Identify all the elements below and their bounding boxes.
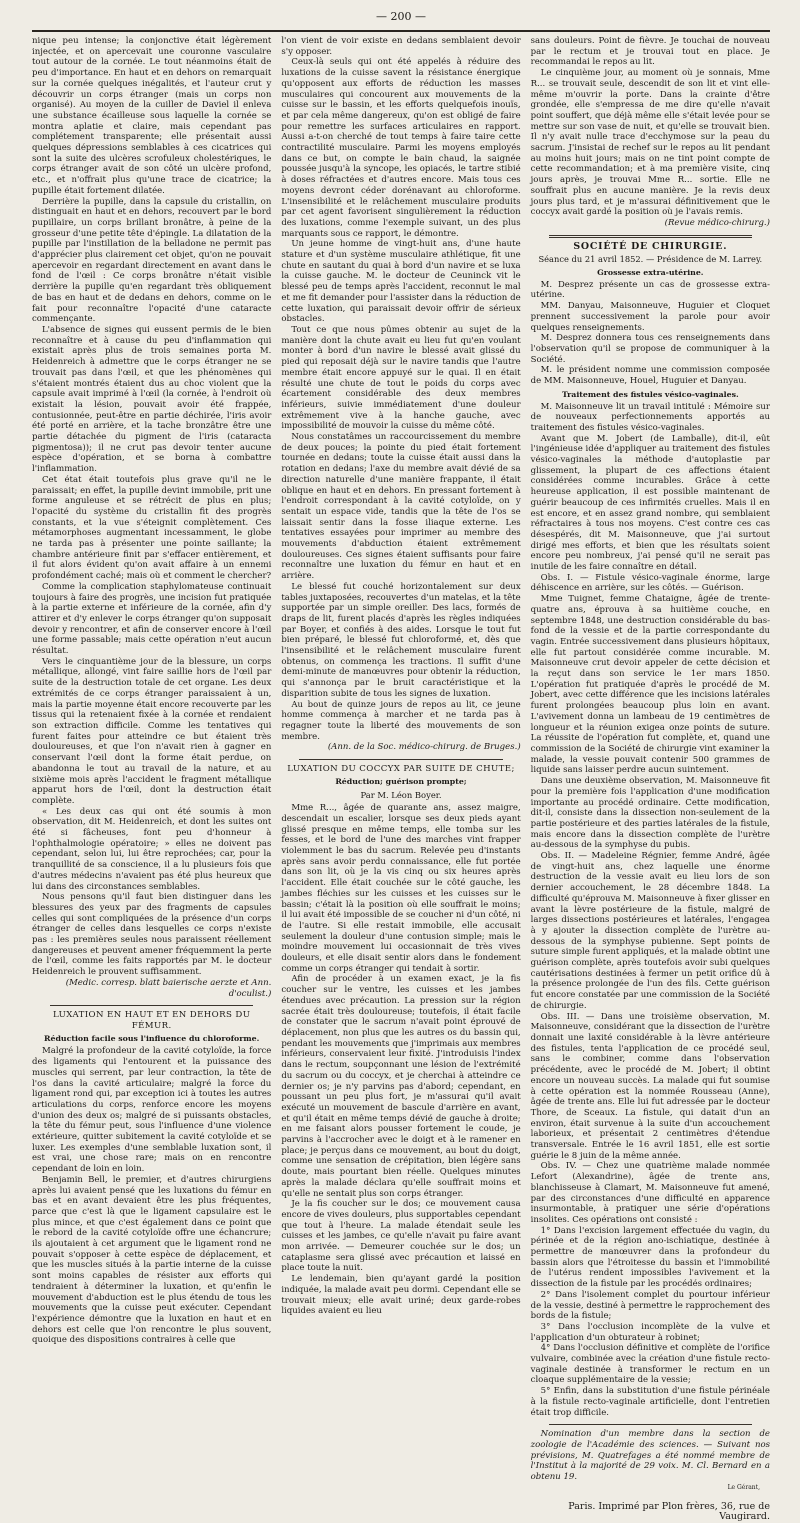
- paragraph: 4° Dans l'occlusion définitive et complète de l'orifice vulvaire, combinée avec la création d'une fistule recto-vaginale destinée à transformer le rectum en un cloaque supplémentaire de la vessie;: [530, 1343, 770, 1386]
- topic-heading: Grossesse extra-utérine.: [597, 268, 704, 278]
- paragraph: Un jeune homme de vingt-huit ans, d'une haute stature et d'un système musculaire athlétique, fit une chute en sautant du quai à bord d'un navire et se luxa la cuisse gauche. M. le docteur de Ceuninck vit le blessé peu de temps après l'accident, reconnut le mal et me fit demander pour l'assister dans la réduction de cette luxation, qui paraissait devoir offrir de sérieux obstacles.: [281, 239, 521, 325]
- manager-label: Le Gérant,: [727, 1483, 760, 1491]
- paragraph: Le blessé fut couché horizontalement sur deux tables juxtaposées, recouvertes d'un matelas, et la tête supportée par un simple oreiller. Des lacs, formés de draps de lit, furent placés d'après les règles indiquées par Boyer, et confiés à des aides. Lorsque le tout fut bien préparé, le blessé fut chloroformé, et, dès que l'insensibilité et le relâchement musculaire furent obtenus, on commença les tractions. Il suffit d'une demi-minute de manœuvres pour obtenir la réduction, qui s'annonça par le bruit caractéristique et la disparition subite de tous les signes de luxation.: [281, 581, 521, 699]
- paragraph: Nomination d'un membre dans la section de zoologie de l'Académie des sciences. — Suivant nos prévisions, M. Quatrefages a été nommé membre de l'Institut à la majorité de 29 voix. M. Cl. Bernard en a obtenu 19.: [530, 1429, 770, 1483]
- article-title: LUXATION DU COCCYX PAR SUITE DE CHUTE;: [287, 764, 515, 775]
- paragraph: M. Desprez donnera tous ces renseignements dans l'observation qu'il se propose de communiquer à la Société.: [530, 333, 770, 365]
- paragraph: Vers le cinquantième jour de la blessure, un corps métallique, allongé, vint faire saillie hors de l'œil par suite de la destruction totale de cet organe. Les deux extrémités de ce corps étranger paraissaient à un, mais la partie moyenne était encore recouverte par les tissus qui la retenaient fixée à la cornée et rendaient son extraction difficile. Comme les tentatives qui furent faites pour atteindre ce but étaient très douloureuses, et que l'on n'avait rien à gagner en conservant l'œil dont la forme était perdue, on abandonna le tout au travail de la nature, et au sixième mois après l'accident le fragment métallique apparut hors de l'œil, dont la destruction était complète.: [32, 656, 272, 806]
- paragraph: Le lendemain, bien qu'ayant gardé la position indiquée, la malade avait peu dormi. Cependant elle se trouvait mieux; elle avait uriné; deux garde-robes liquides avaient eu lieu: [281, 1274, 521, 1317]
- source-citation: (Revue médico-chirurg.): [664, 217, 770, 228]
- source-citation: (Ann. de la Soc. médico-chirurg. de Bruges.): [327, 742, 521, 753]
- source-citation: (Medic. corresp. blatt baierische aerzte et Ann. d'oculist.): [65, 977, 272, 999]
- article-subtitle: Réduction; guérison prompte;: [335, 776, 467, 786]
- paragraph: M. le président nomme une commission composée de MM. Maisonneuve, Houel, Huguier et Danyau.: [530, 365, 770, 387]
- paragraph: Tout ce que nous pûmes obtenir au sujet de la manière dont la chute avait eu lieu fut qu'en voulant monter à bord d'un navire le blessé avait glissé du pied qui reposait déjà sur le navire tandis que l'autre membre était encore appuyé sur le quai. Il en était résulté une chute de tout le poids du corps avec écartement considérable des deux membres inférieurs, suivie immédiatement d'une douleur extrêmement vive à la hanche gauche, avec impossibilité de mouvoir la cuisse du même côté.: [281, 324, 521, 432]
- paragraph: Nous constatâmes un raccourcissement du membre de deux pouces; la pointe du pied était fortement tournée en dedans; toute la cuisse était aussi dans la rotation en dedans; l'axe du membre avait dévié de sa direction naturelle d'une manière frappante, il était oblique en haut et en dehors. En pressant fortement à l'endroit correspondant à la cavité cotyloïde, on y sentait un espace vide, tandis que la tête de l'os se laissait sentir dans la fosse iliaque externe. Les tentatives essayées pour imprimer au membre des mouvements d'abduction étaient extrêmement douloureuses. Ces signes étaient suffisants pour faire reconnaître une luxation du fémur en haut et en arrière.: [281, 432, 521, 582]
- top-rule: [32, 30, 770, 32]
- page-number: — 200 —: [376, 10, 426, 23]
- paragraph: Derrière la pupille, dans la capsule du cristallin, on distinguait en haut et en dehors, recouvert par le bord pupillaire, un corps brillant bronâtre, à peine de la grosseur d'une petite tête d'épingle. La dilatation de la pupille par l'instillation de la belladone ne permit pas d'apprécier plus clairement cet objet, qu'on ne pouvait apercevoir en regardant directement en avant dans le fond de l'œil : Ce corps bronâtre n'était visible derrière la pupille qu'en regardant très obliquement de bas en haut et de dedans en dehors, comme on le fait pour reconnaître l'opacité d'une cataracte commençante.: [32, 196, 272, 325]
- column-2: [281, 36, 520, 1523]
- society-heading: SOCIÉTÉ DE CHIRURGIE.: [573, 240, 728, 252]
- section-divider: [299, 759, 502, 760]
- paragraph: Le cinquième jour, au moment où je sonnais, Mme R... se trouvait seule, descendit de son lit et vint elle-même m'ouvrir la porte. Dans la crainte d'être grondée, elle s'empressa de me dire qu'elle n'avait point souffert, que déjà même elle s'était levée pour se mettre sur son vase de nuit, et qu'elle se trouvait bien. Il n'y avait nulle trace d'ecchymose sur la peau du sacrum. J'insistai de rechef sur le repos au lit pendant au moins huit jours; mais on ne tint point compte de cette recommandation; et à ma première visite, cinq jours après, je trouvai Mme R... sortie. Elle ne souffrait plus en aucune manière. Je la revis deux jours plus tard, et je m'assurai définitivement que le coccyx avait gardé la position où je l'avais remis.: [530, 68, 770, 218]
- paragraph: Cet état était toutefois plus grave qu'il ne le paraissait; en effet, la pupille devint immobile, prit une forme anguleuse et se rétrécit de plus en plus; l'opacité du système du cristallin fit des progrès constants, et la vue s'éteignit complètement. Ces métamorphoses augmentant incessamment, le globe ne tarda pas à présenter une pointe saillante; la chambre antérieure finit par s'effacer entièrement, et il fut alors évident qu'on avait affaire à un ennemi profondément caché; mais où et comment le chercher?: [32, 474, 272, 582]
- paragraph: « Les deux cas qui ont été soumis à mon observation, dit M. Heidenreich, et dont les suites ont été si fâcheuses, font peu d'honneur à l'ophthalmologie opératoire; » elles ne doivent pas cependant, selon lui, lui être reprochées; car, pour la tranquillité de sa conscience, il a lu plusieurs fois que d'autres médecins n'avaient pas été plus heureux que lui dans des circonstances semblables.: [32, 806, 272, 892]
- paragraph: Dans une deuxième observation, M. Maisonneuve fit pour la première fois l'application d'une modification importante au procédé ordinaire. Cette modification, dit-il, consiste dans la dissection non-seulement de la partie postérieure et des parties latérales de la fistule, mais encore dans la dissection complète de l'urètre au-dessous de la symphyse du pubis.: [530, 776, 770, 851]
- paragraph: MM. Danyau, Maisonneuve, Huguier et Cloquet prennent successivement la parole pour avoir quelques renseignements.: [530, 301, 770, 333]
- paragraph: 3° Dans l'occlusion incomplète de la vulve et l'application d'un obturateur à robinet;: [530, 1321, 770, 1343]
- paragraph: Avant que M. Jobert (de Lamballe), dit-il, eût l'ingénieuse idée d'appliquer au traitement des fistules vésico-vaginales la méthode d'autoplastie par glissement, la plupart de ces affections étaient considérées comme incurables. Grâce à cette heureuse application, il est possible maintenant de guérir beaucoup de ces infirmités cruelles. Mais il en est encore, et en assez grand nombre, qui semblaient réfractaires à tous nos moyens. C'est contre ces cas désespérés, dit M. Maisonneuve, que j'ai surtout dirigé mes efforts, et bien que les résultats soient encore peu nombreux, j'ai pensé qu'il ne serait pas inutile de les faire connaître en détail.: [530, 433, 770, 573]
- paragraph: L'absence de signes qui eussent permis de le bien reconnaître et à cause du peu d'inflammation qui existait après plus de trois semaines porta M. Heidenreich à admettre que le corps étranger ne se trouvait pas dans l'œil, et que les phénomènes qui s'étaient montrés étaient dus au choc violent que la capsule avait imprimé à l'œil (la cornée, à l'endroit où existait la lésion, pouvait avoir été frappée, contusionnée, peut-être en partie déchirée, l'iris avoir été porté en arrière, et la tache bronzâtre être une partie détachée du pigment de l'iris (cataracta pigmentosa)); il ne crut pas devoir tenter aucune espèce d'opération, et se borna à combattre l'inflammation.: [32, 324, 272, 475]
- topic-heading: Traitement des fistules vésico-vaginales.: [561, 389, 739, 399]
- paragraph: Mme Tuignet, femme Chataigne, âgée de trente-quatre ans, éprouva à sa huitième couche, en septembre 1848, une destruction considérable du bas-fond de la vessie et de la partie correspondante du vagin. Entrée successivement dans plusieurs hôpitaux, elle fut partout considérée comme incurable. M. Maisonneuve crut devoir appeler de cette décision et la reçut dans son service le 1er mars 1850. L'opération fut pratiquée d'après le procédé de M. Jobert, avec cette différence que les incisions latérales furent prolongées beaucoup plus loin en avant. L'avivement donna un lambeau de 19 centimètres de longueur et la réunion exigea onze points de suture. La réussite de l'opération fut complète, et, quand une commission de la Société de chirurgie vint examiner la malade, la vessie pouvait contenir 500 grammes de liquide sans laisser perdre aucun suintement.: [530, 594, 770, 776]
- paragraph: sans douleurs. Point de fièvre. Je touchai de nouveau par le rectum et je trouvai tout en place. Je recommandai le repos au lit.: [530, 36, 770, 68]
- section-divider: [50, 1005, 253, 1006]
- paragraph: M. Maisonneuve lit un travail intitulé : Mémoire sur de nouveaux perfectionnements apportés au traitement des fistules vésico-vaginales.: [530, 401, 770, 433]
- paragraph: 2° Dans l'isolement complet du pourtour inférieur de la vessie, destiné à permettre le rapprochement des bords de la fistule;: [530, 1289, 770, 1322]
- paragraph: Afin de procéder à un examen exact, je la fis coucher sur le ventre, les cuisses et les jambes étendues avec précaution. La pression sur la région sacrée était très douloureuse; toutefois, il était facile de constater que le sacrum n'avait point éprouvé de déplacement, non plus que les autres os du bassin qui, pendant les mouvements que j'imprimais aux membres inférieurs, conservaient leur fixité. J'introduisis l'index dans le rectum, soupçonnant une lésion de l'extrémité du sacrum ou du coccyx, et je cherchai à atteindre ce dernier os; je n'y parvins pas d'abord; cependant, en poussant un peu plus fort, je m'assurai qu'il avait exécuté un mouvement de bascule d'arrière en avant, et qu'il était en même temps dévié de gauche à droite; en me faisant alors pousser fortement le coude, je parvins à l'accrocher avec le doigt et à le ramener en place; je perçus dans ce mouvement, au bout du doigt, comme une sensation de crépitation, bien légère sans doute, mais pourtant bien réelle. Quelques minutes après la malade déclara qu'elle souffrait moins et qu'elle ne sentait plus son corps étranger.: [281, 974, 521, 1199]
- section-divider: [549, 235, 752, 238]
- paragraph: Obs. II. — Madeleine Régnier, femme André, âgée de vingt-huit ans, chez laquelle une énorme destruction de la vessie avait eu lieu lors de son dernier accouchement, le 28 décembre 1848. La difficulté qu'éprouva M. Maisonneuve à fixer glisser en avant la lèvre postérieure de la fistule, malgré de larges dissections postérieures et latérales, l'engagea à y ajouter la dissection complète de l'urètre au-dessous de la symphyse pubienne. Sept points de suture simple furent appliqués, et la malade obtint une guérison complète, après toutefois avoir subi quelques cautérisations destinées à fermer un petit orifice dû à la présence prolongée de l'un des fils. Cette guérison fut encore constatée par une commission de la Société de chirurgie.: [530, 851, 770, 1011]
- paragraph: Mme R..., âgée de quarante ans, assez maigre, descendait un escalier, lorsque ses deux pieds ayant glissé presque en même temps, elle tomba sur les fesses, et le bord de l'une des marches vint frapper violemment le bas du sacrum. Relevée peu d'instants après sans avoir perdu connaissance, elle fut portée dans son lit, où je la vis cinq ou six heures après l'accident. Elle était couchée sur le côté gauche, les jambes fléchies sur les cuisses et les cuisses sur le bassin; c'était là la position où elle souffrait le moins; il lui avait été impossible de se coucher ni d'un côté, ni de l'autre. Si elle restait immobile, elle accusait seulement la douleur d'une contusion simple; mais le moindre mouvement lui occasionnait de très vives douleurs, et elle disait sentir alors dans le fondement comme un corps étranger qui tendait à sortir.: [281, 803, 521, 974]
- paragraph: l'on vient de voir existe en dedans semblaient devoir s'y opposer.: [281, 36, 521, 57]
- paragraph: Obs. IV. — Chez une quatrième malade nommée Lefort (Alexandrine), âgée de trente ans, blanchisseuse à Clamart, M. Maisonneuve fut amené, par des circonstances d'une difficulté en apparence insurmontable, à pratiquer une série d'opérations insolites. Ces opérations ont consisté :: [530, 1161, 770, 1225]
- paragraph: Comme la complication staphylomateuse continuait toujours à faire des progrès, une incision fut pratiquée à la partie externe et inférieure de la cornée, afin d'y attirer et d'y enlever le corps étranger qu'on supposait devoir y rencontrer, et afin de conserver encore à l'œil une forme passable; mais cette opération n'eut aucun résultat.: [32, 581, 272, 657]
- column-3: [531, 36, 770, 1523]
- session-line: Séance du 21 avril 1852. — Présidence de M. Larrey.: [538, 254, 763, 265]
- paragraph: Ceux-là seuls qui ont été appelés à réduire des luxations de la cuisse savent la résistance énergique qu'opposent aux efforts de réduction les masses musculaires qui concourent aux mouvements de la cuisse sur le bassin, et les efforts quelquefois inouïs, et par cela même dangereux, qu'on est obligé de faire pour remettre les surfaces articulaires en rapport. Aussi a-t-on cherché de tout temps à faire taire cette contractilité musculaire. Parmi les moyens employés dans ce but, on compte le bain chaud, la saignée poussée jusqu'à la syncope, les opiacés, le tartre stibié à doses réfractées et d'autres encore. Mais tous ces moyens devront céder dorénavant au chloroforme. L'insensibilité et le relâchement musculaire produits par cet agent favorisent singulièrement la réduction des luxations, comme l'exemple suivant, un des plus marquants sous ce rapport, le démontre.: [281, 57, 521, 239]
- paragraph: Obs. III. — Dans une troisième observation, M. Maisonneuve, considérant que la dissection de l'urètre donnait une laxité considérable à la lèvre antérieure des fistules, tenta l'application de ce procédé seul, sans le combiner, comme dans l'observation précédente, avec le procédé de M. Jobert; il obtint encore un nouveau succès. La malade qui fut soumise à cette opération est la nommée Rousseau (Anne), âgée de trente ans. Elle lui fut adressée par le docteur Thore, de Sceaux. La fistule, qui datait d'un an environ, était survenue à la suite d'un accouchement laborieux, et présentait 2 centimètres d'étendue transversale. Entrée le 16 avril 1851, elle est sortie guérie le 8 juin de la même année.: [530, 1011, 770, 1161]
- columns: [32, 36, 770, 1523]
- paragraph: Au bout de quinze jours de repos au lit, ce jeune homme commença à marcher et ne tarda pas à regagner toute la liberté des mouvements de son membre.: [281, 699, 521, 742]
- section-divider: [549, 1424, 752, 1425]
- paragraph: Je la fis coucher sur le dos; ce mouvement causa encore de vives douleurs, plus supportables cependant que tout à l'heure. La malade étendait seule les cuisses et les jambes, ce qu'elle n'avait pu faire avant mon arrivée. — Demeurer couchée sur le dos; un cataplasme sera glissé avec précaution et laissé en place toute la nuit.: [281, 1199, 521, 1274]
- paragraph: 1° Dans l'excision largement effectuée du vagin, du périnée et de la région ano-ischiatique, destinée à permettre de manœuvrer dans la profondeur du bassin alors que l'étroitesse du bassin et l'immobilité de l'utérus rendent impossibles l'avivement et la dissection de la fistule par les procédés ordinaires;: [530, 1225, 770, 1290]
- printer-imprint: Paris. Imprimé par Plon frères, 36, rue de Vaugirard.: [568, 1500, 770, 1523]
- paragraph: Obs. I. — Fistule vésico-vaginale énorme, large déhiscence en arrière, sur les côtés. — Guérison.: [530, 572, 770, 594]
- article-subtitle: Réduction facile sous l'influence du chloroforme.: [44, 1033, 260, 1043]
- paragraph: Nous pensons qu'il faut bien distinguer dans les blessures des yeux par des fragments de capsules celles qui sont compliquées de la présence d'un corps étranger de celles dans lesquelles ce corps n'existe pas : les premières seules nous paraissent réellement dangereuses et peuvent amener fréquemment la perte de l'œil, comme les faits rapportés par M. le docteur Heidenreich le prouvent suffisamment.: [32, 892, 272, 978]
- paragraph: Malgré la profondeur de la cavité cotyloïde, la force des ligaments qui l'entourent et la puissance des muscles qui serrent, par leur contraction, la tête de l'os dans la cavité articulaire; malgré la force du ligament rond qui, par exception ici à toutes les autres articulations du corps, renforce encore les moyens d'union des deux os; malgré de si puissants obstacles, la tête du fémur peut, sous l'influence d'une violence extérieure, quitter subitement la cavité cotyloïde et se luxer. Les exemples d'une semblable luxation sont, il est vrai, une chose rare; mais on en rencontre cependant de loin en loin.: [32, 1046, 272, 1175]
- paragraph: nique peu intense; la conjonctive était légèrement injectée, et on apercevait une couronne vasculaire tout autour de la cornée. Le tout néanmoins était de peu d'importance. En haut et en dehors on remarquait sur la cornée quelques inégalités, et l'auteur crut y découvrir un corps étranger (mais un corps non organisé). Au moyen de la cuiller de Daviel il enleva une substance écailleuse sous laquelle la cornée se montra aplatie et claire, mais cependant pas complétement transparente; elle présentait aussi quelques dépressions semblables à ces cicatrices qui sont la suite des ulcères scrofuleux cholestériques, le corps étranger avait de son côté un ulcère profond, etc., et n'offrait plus qu'une trace de cicatrice; la pupille était fortement dilatée.: [32, 36, 272, 196]
- article-title: LUXATION EN HAUT ET EN DEHORS DU FÉMUR.: [52, 1010, 251, 1031]
- paragraph: Benjamin Bell, le premier, et d'autres chirurgiens après lui avaient pensé que les luxations du fémur en bas et en avant devaient être les plus fréquentes, parce que c'est là que le ligament capsulaire est le plus mince, et que c'est également dans ce point que le rebord de la cavité cotyloïde offre une échancrure; ils ajoutaient à cet argument que le ligament rond ne pouvait s'opposer à cette espèce de déplacement, et que les muscles situés à la partie interne de la cuisse sont moins capables de résister aux efforts qui tendraient à déterminer la luxation, et qu'enfin le mouvement d'abduction est le plus étendu de tous les mouvements que la cuisse peut exécuter. Cependant l'expérience démontre que la luxation en haut et en dehors est celle que l'on rencontre le plus souvent, quoique des dispositions contraires à celle que: [32, 1174, 272, 1346]
- paragraph: M. Desprez présente un cas de grossesse extra-utérine.: [530, 279, 770, 301]
- byline: Par M. Léon Boyer.: [360, 789, 442, 800]
- column-1: [32, 36, 271, 1523]
- paragraph: 5° Enfin, dans la substitution d'une fistule périnéale à la fistule recto-vaginale artificielle, dont l'entretien était trop difficile.: [530, 1386, 770, 1418]
